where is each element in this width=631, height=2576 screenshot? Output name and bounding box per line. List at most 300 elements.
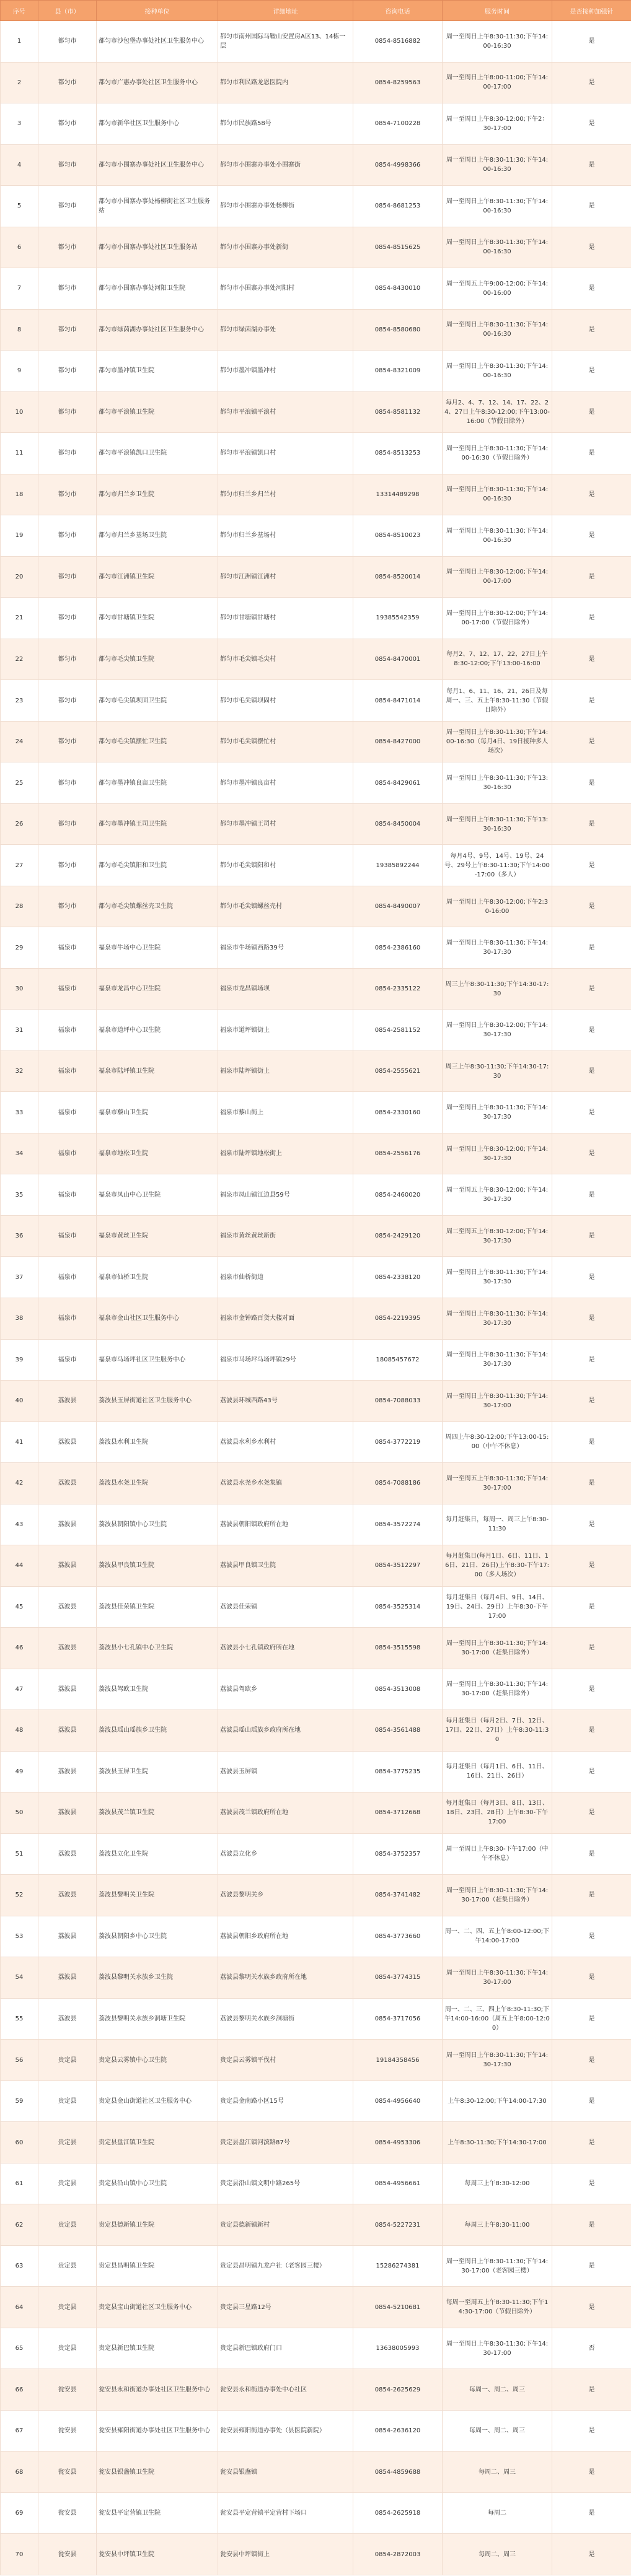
cell-address: 都匀市利民路龙恩医院内 xyxy=(218,62,353,103)
cell-unit: 瓮安县平定营镇卫生院 xyxy=(97,2492,218,2534)
table-row xyxy=(1,1875,631,1916)
cell-county: 福泉市 xyxy=(38,1133,97,1174)
cell-hours: 周三上午8:30-11:30;下午14:30-17:30 xyxy=(443,968,552,1010)
cell-phone: 0854-7088033 xyxy=(353,1381,443,1422)
cell-booster: 是 xyxy=(552,762,631,804)
cell-hours: 周一至周日上午8:30-11:30;下午14:30-17:00（赶集日除外） xyxy=(443,1875,552,1916)
cell-unit: 都匀市甘塘镇卫生院 xyxy=(97,598,218,639)
table-row xyxy=(1,968,631,1010)
cell-address: 都匀市小围寨办事处新街 xyxy=(218,227,353,268)
cell-booster: 是 xyxy=(552,2534,631,2575)
cell-index: 23 xyxy=(1,680,38,722)
cell-index: 38 xyxy=(1,1298,38,1339)
cell-index: 61 xyxy=(1,2163,38,2204)
cell-county: 贵定县 xyxy=(38,2122,97,2163)
cell-hours: 周一至周日上午8:30-11:30;下午14:00-16:30 xyxy=(443,309,552,351)
cell-hours: 周三上午8:30-11:30;下午14:30-17:30 xyxy=(443,1050,552,1092)
cell-county: 荔波县 xyxy=(38,1875,97,1916)
cell-phone: 0854-8430010 xyxy=(353,268,443,310)
cell-unit: 贵定县宝山街道社区卫生服务中心 xyxy=(97,2287,218,2328)
cell-index: 45 xyxy=(1,1586,38,1628)
cell-booster: 是 xyxy=(552,1628,631,1669)
cell-phone: 0854-2636120 xyxy=(353,2410,443,2452)
cell-unit: 都匀市墨冲镇卫生院 xyxy=(97,351,218,392)
cell-phone: 0854-3512297 xyxy=(353,1545,443,1587)
cell-address: 都匀市民族路58号 xyxy=(218,103,353,145)
cell-phone: 0854-3712668 xyxy=(353,1792,443,1834)
table-row xyxy=(1,474,631,515)
cell-index: 41 xyxy=(1,1421,38,1463)
cell-phone: 0854-8429061 xyxy=(353,762,443,804)
cell-phone: 0854-2330160 xyxy=(353,1092,443,1133)
cell-county: 都匀市 xyxy=(38,62,97,103)
cell-address: 瓮安县永和街道办事处中心社区 xyxy=(218,2369,353,2411)
table-row xyxy=(1,1916,631,1957)
cell-phone: 0854-8515625 xyxy=(353,227,443,268)
cell-unit: 荔波县朝阳乡中心卫生院 xyxy=(97,1916,218,1957)
cell-address: 贵定县云雾镇平伐村 xyxy=(218,2040,353,2081)
cell-unit: 都匀市沙包堡办事处社区卫生服务中心 xyxy=(97,21,218,63)
cell-address: 都匀市小围寨办事处河阳村 xyxy=(218,268,353,310)
cell-hours: 周一至周日上午8:30-11:30;下午14:00-16:30 xyxy=(443,186,552,227)
cell-address: 荔波县水利乡水利村 xyxy=(218,1421,353,1463)
cell-county: 都匀市 xyxy=(38,227,97,268)
cell-hours: 周四上午8:30-12:00;下午13:00-15:00（中午不休息） xyxy=(443,1421,552,1463)
cell-hours: 每周二 xyxy=(443,2492,552,2534)
cell-index: 51 xyxy=(1,1833,38,1875)
cell-booster: 是 xyxy=(552,21,631,63)
cell-unit: 都匀市毛尖镇卫生院 xyxy=(97,639,218,680)
table-row xyxy=(1,21,631,63)
cell-hours: 周一至周日上午8:00-11:00;下午14:00-17:00 xyxy=(443,62,552,103)
table-row xyxy=(1,1215,631,1257)
cell-hours: 每月赶集日（每月4日、9日、14日、19日、24日、29日）上午8:30-下午17:00 xyxy=(443,1586,552,1628)
cell-address: 福泉市凤山镇江边县59号 xyxy=(218,1174,353,1216)
cell-address: 福泉市陆坪镇街上 xyxy=(218,1050,353,1092)
cell-county: 荔波县 xyxy=(38,1463,97,1504)
cell-index: 69 xyxy=(1,2492,38,2534)
cell-booster: 是 xyxy=(552,2287,631,2328)
cell-county: 都匀市 xyxy=(38,186,97,227)
cell-address: 瓮安县银盏镇 xyxy=(218,2452,353,2493)
table-row xyxy=(1,2080,631,2122)
table-row xyxy=(1,2163,631,2204)
cell-hours: 周一至周日上午8:30-11:30;下午14:30-17:30 xyxy=(443,1339,552,1381)
header-booster: 是否接种加强针 xyxy=(552,1,631,21)
cell-unit: 福泉市马场坪社区卫生服务中心 xyxy=(97,1339,218,1381)
table-row xyxy=(1,62,631,103)
cell-booster: 是 xyxy=(552,1545,631,1587)
cell-booster: 是 xyxy=(552,1010,631,1051)
cell-hours: 周一至周五上午8:30-11:30;下午14:30-17:00 xyxy=(443,1463,552,1504)
cell-phone: 18085457672 xyxy=(353,1339,443,1381)
cell-phone: 0854-3561488 xyxy=(353,1710,443,1752)
cell-booster: 是 xyxy=(552,968,631,1010)
cell-index: 7 xyxy=(1,268,38,310)
cell-booster: 是 xyxy=(552,474,631,515)
cell-phone: 0854-3741482 xyxy=(353,1875,443,1916)
table-row xyxy=(1,2122,631,2163)
cell-address: 福泉市藜山街上 xyxy=(218,1092,353,1133)
cell-booster: 是 xyxy=(552,1092,631,1133)
cell-address: 都匀市小围寨办事处小围寨街 xyxy=(218,144,353,186)
cell-county: 瓮安县 xyxy=(38,2534,97,2575)
cell-index: 22 xyxy=(1,639,38,680)
cell-address: 荔波县立化乡 xyxy=(218,1833,353,1875)
cell-booster: 是 xyxy=(552,1669,631,1710)
cell-hours: 周一至周日上午8:30-11:30;下午14:00-16:30（每月4日、19日接种多人场次） xyxy=(443,721,552,762)
cell-unit: 瓮安县雍阳街道办事处社区卫生服务中心 xyxy=(97,2410,218,2452)
table-row xyxy=(1,598,631,639)
cell-unit: 荔波县玉屏卫生院 xyxy=(97,1751,218,1792)
cell-unit: 贵定县新巴镇卫生院 xyxy=(97,2328,218,2369)
cell-hours: 周一至周日上午8:30-12:00;下午14:30-17:30 xyxy=(443,1010,552,1051)
cell-address: 都匀市墨冲镇良亩村 xyxy=(218,762,353,804)
cell-booster: 是 xyxy=(552,598,631,639)
table-row xyxy=(1,1339,631,1381)
cell-hours: 每月4号、9号、14号、19号、24号、29号上午8:30-11:30;下午14:00-17:00（多人） xyxy=(443,845,552,886)
table-row xyxy=(1,2287,631,2328)
table-row xyxy=(1,927,631,969)
cell-index: 55 xyxy=(1,1998,38,2040)
cell-index: 36 xyxy=(1,1215,38,1257)
cell-index: 10 xyxy=(1,391,38,433)
cell-phone: 0854-4859688 xyxy=(353,2452,443,2493)
cell-phone: 19385892244 xyxy=(353,845,443,886)
table-row xyxy=(1,144,631,186)
table-row xyxy=(1,391,631,433)
cell-index: 35 xyxy=(1,1174,38,1216)
cell-county: 福泉市 xyxy=(38,927,97,969)
cell-county: 贵定县 xyxy=(38,2080,97,2122)
cell-unit: 荔波县甲良镇卫生院 xyxy=(97,1545,218,1587)
table-row xyxy=(1,1669,631,1710)
cell-hours: 周一至周日上午8:30-11:30;下午14:30-17:00 xyxy=(443,1381,552,1422)
cell-county: 都匀市 xyxy=(38,762,97,804)
cell-address: 福泉市仙桥街道 xyxy=(218,1257,353,1298)
cell-address: 荔波县水尧乡水尧集镇 xyxy=(218,1463,353,1504)
cell-address: 福泉市马场坪马场坪镇29号 xyxy=(218,1339,353,1381)
cell-county: 都匀市 xyxy=(38,103,97,145)
cell-county: 福泉市 xyxy=(38,1010,97,1051)
table-header-row xyxy=(1,1,631,21)
cell-phone: 0854-8581132 xyxy=(353,391,443,433)
table-row xyxy=(1,1998,631,2040)
cell-index: 32 xyxy=(1,1050,38,1092)
table-row xyxy=(1,351,631,392)
cell-address: 荔波县朝阳乡政府所在地 xyxy=(218,1916,353,1957)
cell-index: 59 xyxy=(1,2080,38,2122)
cell-unit: 福泉市牛场中心卫生院 xyxy=(97,927,218,969)
cell-booster: 是 xyxy=(552,1421,631,1463)
cell-county: 贵定县 xyxy=(38,2328,97,2369)
cell-county: 荔波县 xyxy=(38,1421,97,1463)
cell-phone: 0854-5210681 xyxy=(353,2287,443,2328)
cell-booster: 是 xyxy=(552,1586,631,1628)
cell-address: 都匀市毛尖镇阳和村 xyxy=(218,845,353,886)
cell-index: 62 xyxy=(1,2204,38,2246)
cell-unit: 贵定县德新镇卫生院 xyxy=(97,2204,218,2246)
table-row xyxy=(1,1092,631,1133)
cell-index: 64 xyxy=(1,2287,38,2328)
cell-hours: 每月1、6、11、16、21、26日及每周一、三、五上午8:30-11:30（节假日除外） xyxy=(443,680,552,722)
cell-phone: 15286274381 xyxy=(353,2245,443,2287)
cell-address: 福泉市陆坪镇地松街上 xyxy=(218,1133,353,1174)
cell-hours: 周一至周日上午8:30-11:30;下午14:00-16:30 xyxy=(443,351,552,392)
cell-unit: 荔波县水尧卫生院 xyxy=(97,1463,218,1504)
cell-hours: 周一至周日上午8:30-11:30;下午13:30-16:30 xyxy=(443,762,552,804)
cell-address: 荔波县瑶山瑶族乡政府所在地 xyxy=(218,1710,353,1752)
cell-unit: 贵定县盘江镇卫生院 xyxy=(97,2122,218,2163)
cell-phone: 0854-7100228 xyxy=(353,103,443,145)
cell-index: 27 xyxy=(1,845,38,886)
cell-county: 都匀市 xyxy=(38,21,97,63)
cell-booster: 是 xyxy=(552,2204,631,2246)
cell-phone: 0854-2429120 xyxy=(353,1215,443,1257)
cell-county: 福泉市 xyxy=(38,1050,97,1092)
cell-index: 43 xyxy=(1,1504,38,1545)
cell-county: 都匀市 xyxy=(38,351,97,392)
cell-hours: 每月赶集日(每月1日、6日、11日、16日、21日、26日)上午8:30-下午17:00（多人场次） xyxy=(443,1545,552,1587)
cell-unit: 都匀市毛尖镇阳和卫生院 xyxy=(97,845,218,886)
cell-address: 荔波县黎明关乡 xyxy=(218,1875,353,1916)
cell-booster: 是 xyxy=(552,556,631,598)
table-row xyxy=(1,1050,631,1092)
header-county: 县（市） xyxy=(38,1,97,21)
cell-index: 54 xyxy=(1,1957,38,1999)
cell-unit: 都匀市小围寨办事处杨柳街社区卫生服务站 xyxy=(97,186,218,227)
cell-phone: 0854-8510023 xyxy=(353,515,443,557)
cell-county: 都匀市 xyxy=(38,680,97,722)
cell-county: 福泉市 xyxy=(38,1339,97,1381)
cell-hours: 每周三上午8:30-11:00 xyxy=(443,2204,552,2246)
header-phone: 咨询电话 xyxy=(353,1,443,21)
cell-address: 瓮安县平定营镇平定营村下场口 xyxy=(218,2492,353,2534)
cell-booster: 是 xyxy=(552,1504,631,1545)
table-row xyxy=(1,515,631,557)
cell-county: 荔波县 xyxy=(38,1545,97,1587)
table-row xyxy=(1,2410,631,2452)
cell-hours: 每月赶集日，每周一、周三上午8:30-11:30 xyxy=(443,1504,552,1545)
cell-address: 都匀市毛尖镇摆忙村 xyxy=(218,721,353,762)
cell-unit: 都匀市墨冲镇王司卫生院 xyxy=(97,803,218,845)
table-row xyxy=(1,268,631,310)
cell-booster: 是 xyxy=(552,2122,631,2163)
cell-county: 荔波县 xyxy=(38,1504,97,1545)
header-address: 详细地址 xyxy=(218,1,353,21)
cell-county: 荔波县 xyxy=(38,1710,97,1752)
table-row xyxy=(1,1257,631,1298)
cell-county: 都匀市 xyxy=(38,886,97,927)
table-row xyxy=(1,762,631,804)
cell-phone: 0854-3772219 xyxy=(353,1421,443,1463)
cell-booster: 是 xyxy=(552,2452,631,2493)
cell-phone: 0854-7088186 xyxy=(353,1463,443,1504)
cell-address: 福泉市龙昌镇场坝 xyxy=(218,968,353,1010)
cell-index: 53 xyxy=(1,1916,38,1957)
cell-phone: 0854-8471014 xyxy=(353,680,443,722)
header-hours: 服务时间 xyxy=(443,1,552,21)
table-row xyxy=(1,1586,631,1628)
cell-booster: 是 xyxy=(552,1998,631,2040)
cell-phone: 0854-5227231 xyxy=(353,2204,443,2246)
cell-county: 都匀市 xyxy=(38,391,97,433)
cell-index: 47 xyxy=(1,1669,38,1710)
cell-address: 都匀市平浪镇凯口村 xyxy=(218,433,353,474)
cell-unit: 都匀市平浪镇凯口卫生院 xyxy=(97,433,218,474)
table-row xyxy=(1,2534,631,2575)
cell-booster: 是 xyxy=(552,1174,631,1216)
cell-address: 荔波县玉屏镇 xyxy=(218,1751,353,1792)
cell-index: 31 xyxy=(1,1010,38,1051)
cell-unit: 都匀市墨冲镇良亩卫生院 xyxy=(97,762,218,804)
cell-hours: 上午8:30-12:00;下午14:00-17:30 xyxy=(443,2080,552,2122)
cell-phone: 0854-2555621 xyxy=(353,1050,443,1092)
cell-index: 67 xyxy=(1,2410,38,2452)
cell-address: 福泉市牛场镇西路39号 xyxy=(218,927,353,969)
cell-booster: 是 xyxy=(552,433,631,474)
cell-address: 荔波县环城西路43号 xyxy=(218,1381,353,1422)
cell-phone: 0854-3572274 xyxy=(353,1504,443,1545)
cell-address: 都匀市绿茵湖办事处 xyxy=(218,309,353,351)
cell-phone: 0854-8580680 xyxy=(353,309,443,351)
cell-county: 福泉市 xyxy=(38,1092,97,1133)
table-row xyxy=(1,721,631,762)
cell-hours: 周一至周日上午8:30-12:00;下午14:30-17:30 xyxy=(443,1133,552,1174)
cell-unit: 荔波县玉屏街道社区卫生服务中心 xyxy=(97,1381,218,1422)
cell-phone: 0854-4956661 xyxy=(353,2163,443,2204)
cell-hours: 周一至周日上午8:30-11:30;下午14:30-17:00 xyxy=(443,1957,552,1999)
cell-address: 都匀市墨冲镇王司村 xyxy=(218,803,353,845)
cell-index: 18 xyxy=(1,474,38,515)
cell-phone: 0854-3752357 xyxy=(353,1833,443,1875)
cell-phone: 0854-4956640 xyxy=(353,2080,443,2122)
cell-index: 42 xyxy=(1,1463,38,1504)
header-index: 序号 xyxy=(1,1,38,21)
cell-phone: 0854-2335122 xyxy=(353,968,443,1010)
cell-county: 荔波县 xyxy=(38,1628,97,1669)
cell-county: 都匀市 xyxy=(38,639,97,680)
cell-phone: 0854-8513253 xyxy=(353,433,443,474)
cell-booster: 是 xyxy=(552,680,631,722)
cell-unit: 贵定县金山街道社区卫生服务中心 xyxy=(97,2080,218,2122)
cell-address: 贵定县三星路12号 xyxy=(218,2287,353,2328)
table-row xyxy=(1,1710,631,1752)
cell-unit: 荔波县黎明关水族乡洞塘卫生院 xyxy=(97,1998,218,2040)
cell-county: 荔波县 xyxy=(38,1916,97,1957)
cell-phone: 0854-3775235 xyxy=(353,1751,443,1792)
cell-hours: 每周一至周五上午8:30-11:30;下午14:30-17:00（节假日除外） xyxy=(443,2287,552,2328)
cell-unit: 福泉市金山社区卫生服务中心 xyxy=(97,1298,218,1339)
cell-county: 贵定县 xyxy=(38,2204,97,2246)
cell-unit: 荔波县茂兰镇卫生院 xyxy=(97,1792,218,1834)
cell-booster: 是 xyxy=(552,2040,631,2081)
table-row xyxy=(1,1545,631,1587)
cell-phone: 19385542359 xyxy=(353,598,443,639)
cell-phone: 0854-2625918 xyxy=(353,2492,443,2534)
cell-index: 8 xyxy=(1,309,38,351)
cell-phone: 0854-8450004 xyxy=(353,803,443,845)
cell-booster: 是 xyxy=(552,1215,631,1257)
table-row xyxy=(1,433,631,474)
cell-hours: 每周一、周二、周三 xyxy=(443,2410,552,2452)
cell-hours: 周一至周日上午8:30-11:30;下午14:30-17:00（老客园三楼） xyxy=(443,2245,552,2287)
cell-address: 贵定县金南路小区15号 xyxy=(218,2080,353,2122)
cell-booster: 是 xyxy=(552,2369,631,2411)
cell-index: 6 xyxy=(1,227,38,268)
cell-address: 瓮安县雍阳街道办事处（县医院新院） xyxy=(218,2410,353,2452)
cell-unit: 荔波县驾欧卫生院 xyxy=(97,1669,218,1710)
cell-unit: 荔波县佳荣镇卫生院 xyxy=(97,1586,218,1628)
cell-county: 福泉市 xyxy=(38,1174,97,1216)
cell-index: 65 xyxy=(1,2328,38,2369)
cell-county: 都匀市 xyxy=(38,845,97,886)
cell-hours: 每周一、周二、周三 xyxy=(443,2369,552,2411)
cell-phone: 0854-3774315 xyxy=(353,1957,443,1999)
cell-county: 瓮安县 xyxy=(38,2492,97,2534)
cell-booster: 是 xyxy=(552,391,631,433)
cell-county: 荔波县 xyxy=(38,1751,97,1792)
cell-booster: 是 xyxy=(552,803,631,845)
cell-index: 26 xyxy=(1,803,38,845)
cell-hours: 周一至周日上午8:30-11:30;下午14:00-16:30（节假日除外） xyxy=(443,433,552,474)
cell-hours: 每月赶集日（每月1日、6日、11日、16日、21日、26日） xyxy=(443,1751,552,1792)
cell-hours: 周一至周日上午8:30-11:30;下午14:30-17:00（赶集日除外） xyxy=(443,1669,552,1710)
cell-address: 贵定县盘江镇河滨路87号 xyxy=(218,2122,353,2163)
cell-booster: 是 xyxy=(552,845,631,886)
cell-phone: 19184358456 xyxy=(353,2040,443,2081)
cell-booster: 是 xyxy=(552,515,631,557)
cell-hours: 周一至周日上午8:30-11:30;下午14:30-17:30 xyxy=(443,1298,552,1339)
cell-phone: 0854-8490007 xyxy=(353,886,443,927)
table-row xyxy=(1,2204,631,2246)
cell-hours: 周一至周日上午8:30-11:30;下午14:00-16:30 xyxy=(443,21,552,63)
cell-hours: 周一至周日上午8:30-11:30;下午14:30-17:00 xyxy=(443,2328,552,2369)
cell-unit: 都匀市广惠办事处社区卫生服务中心 xyxy=(97,62,218,103)
cell-address: 贵定县沿山镇文明中路265号 xyxy=(218,2163,353,2204)
cell-booster: 是 xyxy=(552,639,631,680)
table-row xyxy=(1,309,631,351)
cell-address: 贵定县昌明镇九龙户社（老客园三楼） xyxy=(218,2245,353,2287)
cell-hours: 每月2、4、7、12、14、17、22、24、27日上午8:30-12:00;下午13:00-16:00（节假日除外） xyxy=(443,391,552,433)
cell-phone: 0854-8259563 xyxy=(353,62,443,103)
cell-address: 荔波县朝阳镇政府所在地 xyxy=(218,1504,353,1545)
cell-county: 荔波县 xyxy=(38,1957,97,1999)
cell-county: 荔波县 xyxy=(38,1669,97,1710)
cell-address: 都匀市归兰乡基场村 xyxy=(218,515,353,557)
cell-index: 49 xyxy=(1,1751,38,1792)
cell-index: 29 xyxy=(1,927,38,969)
cell-address: 福泉市黄丝黄丝新街 xyxy=(218,1215,353,1257)
table-row xyxy=(1,1504,631,1545)
cell-unit: 都匀市归兰乡卫生院 xyxy=(97,474,218,515)
cell-hours: 每周三上午8:30-12:00 xyxy=(443,2163,552,2204)
table-row xyxy=(1,2492,631,2534)
cell-booster: 是 xyxy=(552,1050,631,1092)
cell-address: 瓮安县中坪镇街上 xyxy=(218,2534,353,2575)
cell-phone: 0854-8516882 xyxy=(353,21,443,63)
cell-index: 2 xyxy=(1,62,38,103)
cell-booster: 是 xyxy=(552,268,631,310)
cell-index: 37 xyxy=(1,1257,38,1298)
cell-index: 70 xyxy=(1,2534,38,2575)
table-row xyxy=(1,1792,631,1834)
cell-county: 荔波县 xyxy=(38,1998,97,2040)
cell-index: 33 xyxy=(1,1092,38,1133)
cell-address: 都匀市归兰乡归兰村 xyxy=(218,474,353,515)
table-row xyxy=(1,2328,631,2369)
cell-county: 荔波县 xyxy=(38,1586,97,1628)
